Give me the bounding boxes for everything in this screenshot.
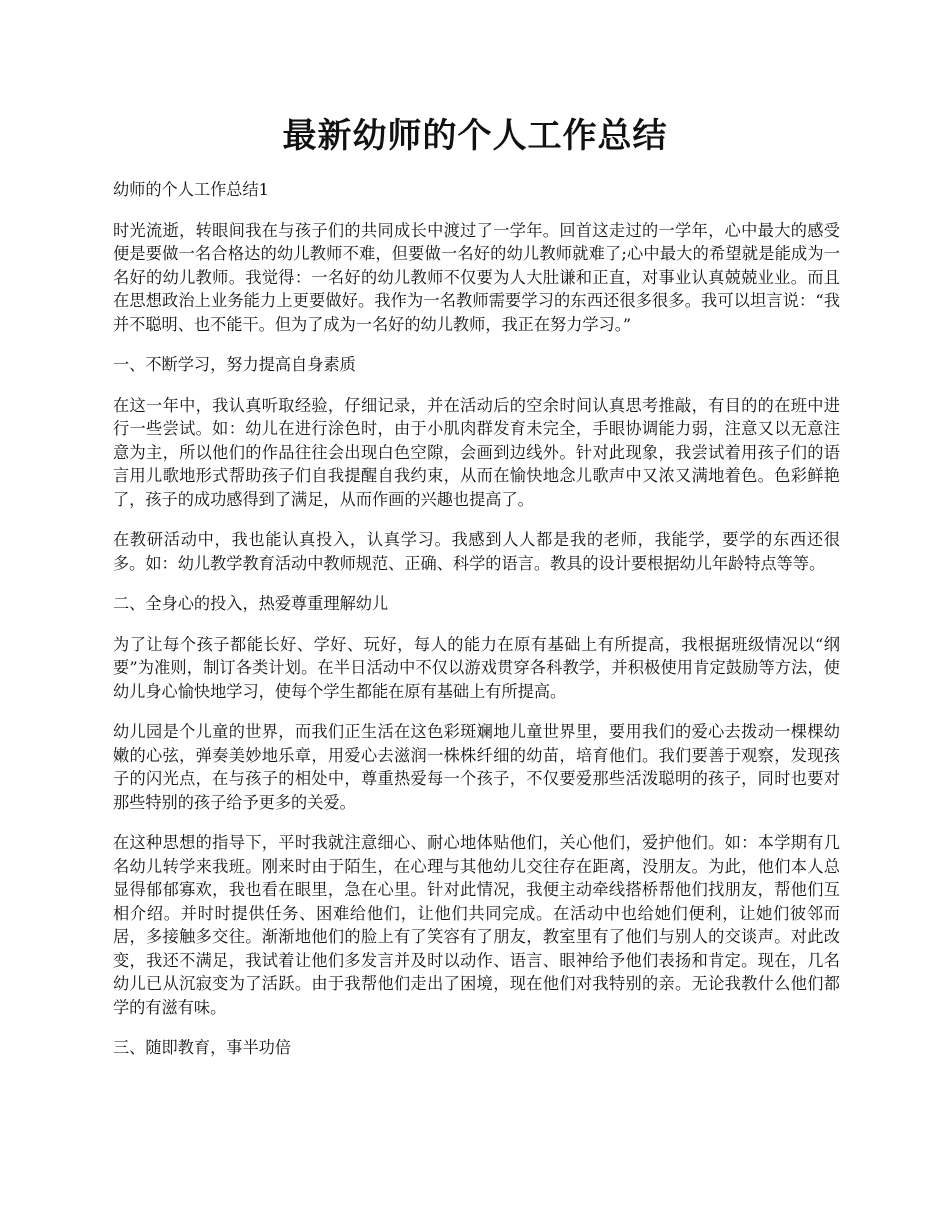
section-heading-2: 二、全身心的投入，热爱尊重理解幼儿 [113, 594, 389, 613]
paragraph-care-1: 为了让每个孩子都能长好、学好、玩好，每人的能力在原有基础上有所提高，我根据班级情况以“纲要”为准则，制订各类计划。在半日活动中不仅以游戏贯穿各科教学，并积极使用肯定鼓励等方法，使幼儿身心愉快地学习，使每个学生都能在原有基础上有所提高。 [113, 634, 840, 701]
paragraph-study-2: 在教研活动中，我也能认真投入，认真学习。我感到人人都是我的老师，我能学，要学的东西还很多。如：幼儿教学教育活动中教师规范、正确、科学的语言。教具的设计要根据幼儿年龄特点等等。 [113, 530, 840, 573]
document-subtitle: 幼师的个人工作总结1 [113, 180, 269, 199]
document-title: 最新幼师的个人工作总结 [282, 116, 668, 156]
paragraph-intro: 时光流逝，转眼间我在与孩子们的共同成长中渡过了一学年。回首这走过的一学年，心中最大的感受便是要做一名合格达的幼儿教师不难，但要做一名好的幼儿教师就难了;心中最大的希望就是能成为一名好的幼儿教师。我觉得：一名好的幼儿教师不仅要为人大肚谦和正直，对事业认真兢兢业业。而且在思想政治上业务能力上更要做好。我作为一名教师需要学习的东西还很多很多。我可以坦言说：“我并不聪明、也不能干。但为了成为一名好的幼儿教师，我正在努力学习。” [113, 220, 840, 334]
paragraph-care-3: 在这种思想的指导下，平时我就注意细心、耐心地体贴他们，关心他们，爱护他们。如：本学期有几名幼儿转学来我班。刚来时由于陌生，在心理与其他幼儿交往存在距离，没朋友。为此，他们本人总显得郁郁寡欢，我也看在眼里，急在心里。针对此情况，我便主动牵线搭桥帮他们找朋友，帮他们互相介绍。并时时提供任务、困难给他们，让他们共同完成。在活动中也给她们便利，让她们彼邻而居，多接触多交往。渐渐地他们的脸上有了笑容有了朋友，教室里有了他们与别人的交谈声。对此改变，我还不满足，我试着让他们多发言并及时以动作、语言、眼神给予他们表扬和肯定。现在，几名幼儿已从沉寂变为了活跃。由于我帮他们走出了困境，现在他们对我特别的亲。无论我教什么他们都学的有滋有味。 [113, 833, 840, 1017]
document-body [113, 178, 840, 1077]
paragraph-study-1: 在这一年中，我认真听取经验，仔细记录，并在活动后的空余时间认真思考推敲，有目的的在班中进行一些尝试。如：幼儿在进行涂色时，由于小肌肉群发育未完全，手眼协调能力弱，注意又以无意注意为主，所以他们的作品往往会出现白色空隙，会画到边线外。针对此现象，我尝试着用孩子们的语言用儿歌地形式帮助孩子们自我提醒自我约束，从而在愉快地念儿歌声中又浓又满地着色。色彩鲜艳了，孩子的成功感得到了满足，从而作画的兴趣也提高了。 [113, 395, 840, 509]
paragraph-care-2: 幼儿园是个儿童的世界，而我们正生活在这色彩斑斓地儿童世界里，要用我们的爱心去拨动一棵棵幼嫩的心弦，弹奏美妙地乐章，用爱心去滋润一株株纤细的幼苗，培育他们。我们要善于观察，发现孩子的闪光点，在与孩子的相处中，尊重热爱每一个孩子，不仅要爱那些活泼聪明的孩子，同时也要对那些特别的孩子给予更多的关爱。 [113, 722, 840, 812]
section-heading-1: 一、不断学习，努力提高自身素质 [113, 355, 356, 374]
section-heading-3: 三、随即教育，事半功倍 [113, 1038, 292, 1057]
